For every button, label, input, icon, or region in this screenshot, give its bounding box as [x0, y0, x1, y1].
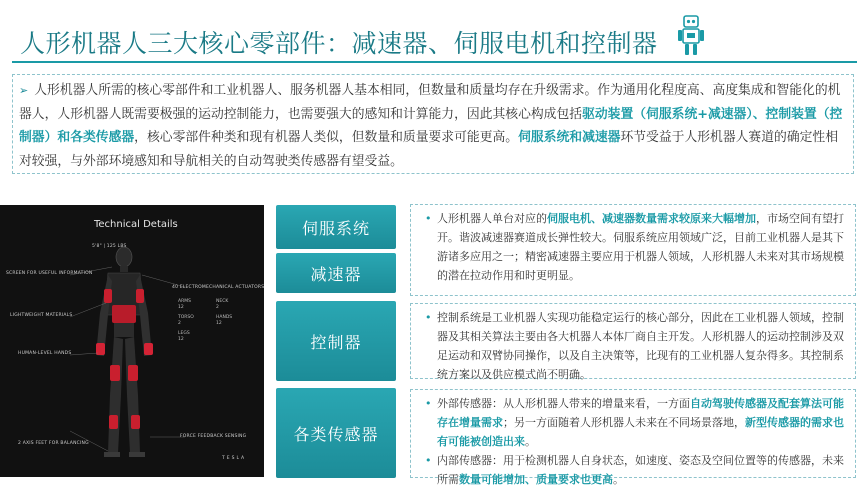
bullet-internal-sensors [425, 451, 847, 487]
arrow-icon: ➢ [19, 84, 29, 97]
height-weight-label: 5'8" | 125 LBS [92, 244, 127, 249]
desc-seg-highlight: 伺服电机、减速器数量需求较原来大幅增加 [547, 212, 756, 225]
desc-seg: 。 [613, 473, 624, 486]
intro-seg-highlight: 驱动装置（伺服系统+减速器）、控制装置（控制器）和各类传感器 [19, 106, 843, 145]
spec-name: NECK [216, 299, 229, 304]
label-reducer: 减速器 [276, 253, 396, 293]
label-servo: 伺服系统 [276, 205, 396, 249]
desc-seg-highlight: 新型传感器的需求也有可能被创造出来 [437, 416, 844, 448]
spec-name: HANDS [216, 315, 233, 320]
desc-seg: 内部传感器：用于检测机器人自身状态，如速度、姿态及空间位置等的传感器，未来所需 [437, 454, 844, 486]
materials-label: LIGHTWEIGHT MATERIALS [10, 313, 73, 318]
intro-box [12, 74, 854, 174]
intro-seg: ，核心零部件种类和现有机器人类似，但数量和质量要求可能更高。 [134, 130, 519, 145]
actuators-label: 40 ELECTROMECHANICAL ACTUATORS [172, 285, 264, 290]
robot-photo [0, 205, 264, 477]
spec-name: LEGS [178, 331, 190, 336]
desc-seg: 人形机器人单台对应的 [437, 212, 547, 225]
desc-seg: ，市场空间有望打开。谐波减速器赛道成长弹性较大。伺服系统应用领域广泛，目前工业机器人是其下游诸多应用之一；精密减速器主要应用于机器人领域，人形机器人未来对其市场规模的潜在拉动作用和时更明显。 [437, 212, 844, 282]
intro-text [19, 79, 845, 173]
hands-label: HUMAN-LEVEL HANDS [18, 351, 72, 356]
intro-seg: 环节受益于人形机器人赛道的确定性相对较强，与外部环境感知和导航相关的自动驾驶类传感器有望受益。 [19, 130, 838, 169]
desc-seg-highlight: 数量可能增加、质量要求也更高 [459, 473, 613, 486]
spec-value: 2 [216, 305, 219, 310]
spec-value: 12 [178, 337, 184, 342]
spec-name: TORSO [178, 315, 194, 320]
bullet-controller [425, 308, 847, 384]
spec-value: 12 [178, 305, 184, 310]
bullet-servo [425, 209, 847, 285]
desc-sensors [410, 389, 856, 486]
label-controller: 控制器 [276, 301, 396, 381]
bullet-external-sensors [425, 394, 847, 451]
spec-name: ARMS [178, 299, 191, 304]
desc-seg: ；另一方面随着人形机器人未来在不同场景落地， [503, 416, 745, 429]
desc-seg: 控制系统是工业机器人实现功能稳定运行的核心部分，因此在工业机器人领域，控制器及其相关算法主要由各大机器人本体厂商自主开发。人形机器人的运动控制涉及双足运动和双臂协同操作，以及自主决策等，比现有的工业机器人复杂得多。其控制系统方案以及供应模式尚不明确。 [437, 311, 844, 381]
title-underline [12, 61, 857, 63]
feet-label: 2 AXIS FEET FOR BALANCING [18, 441, 89, 446]
title-bar [8, 6, 858, 62]
screen-label: SCREEN FOR USEFUL INFORMATION [6, 271, 93, 276]
desc-controller [410, 303, 856, 379]
intro-seg-highlight: 伺服系统和减速器 [518, 130, 621, 145]
desc-seg-highlight: 自动驾驶传感器及配套算法可能存在增量需求 [437, 397, 844, 429]
robot-icon [676, 14, 706, 58]
desc-servo-reducer [410, 204, 856, 296]
spec-value: 2 [178, 321, 181, 326]
intro-seg: 人形机器人所需的核心零部件和工业机器人、服务机器人基本相同，但数量和质量均存在升级需求。作为通用化程度高、高度集成和智能化的机器人，人形机器人既需要极强的运动控制能力，也需要强大的感知和计算能力，因此其核心构成包括 [19, 83, 841, 122]
label-sensors: 各类传感器 [276, 388, 396, 478]
desc-seg: 。 [525, 435, 536, 448]
spec-value: 12 [216, 321, 222, 326]
desc-seg: 外部传感器：从人形机器人带来的增量来看，一方面 [437, 397, 690, 410]
brand-label: TESLA [222, 456, 247, 461]
page-title: 人形机器人三大核心零部件：减速器、伺服电机和控制器 [20, 29, 658, 58]
force-label: FORCE FEEDBACK SENSING [180, 434, 247, 439]
photo-title: Technical Details [94, 219, 178, 230]
